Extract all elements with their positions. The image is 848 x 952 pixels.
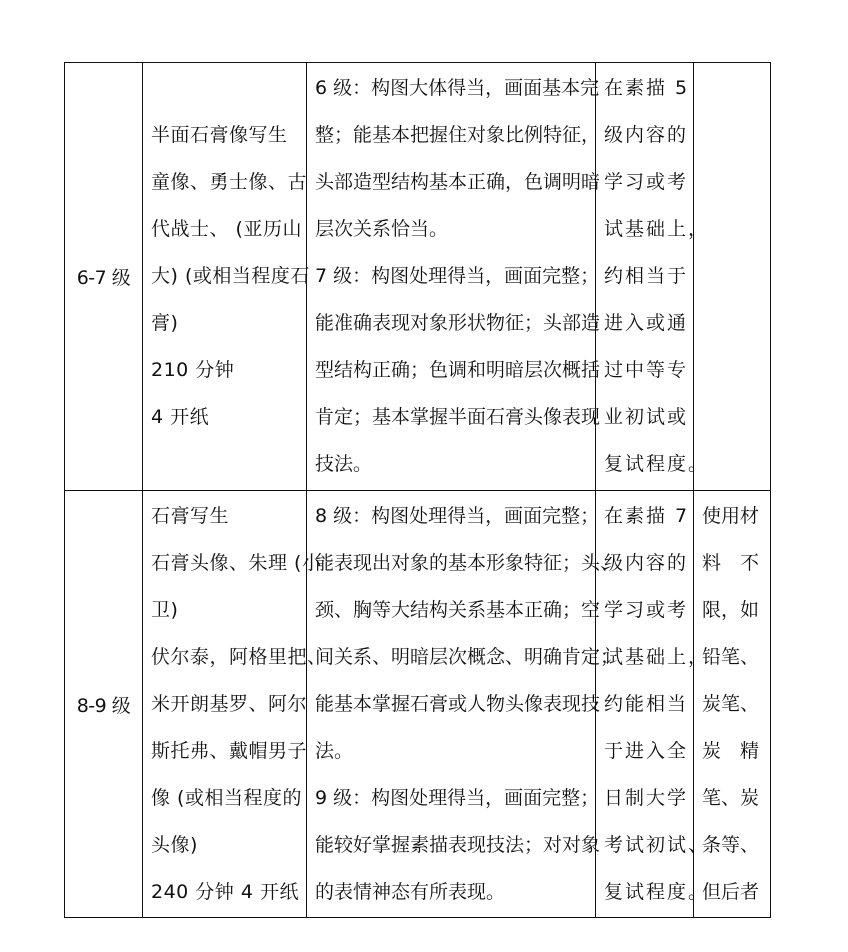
equivalent-line: 约相当于 [604,265,689,287]
requirement-line: 9 级：构图处理得当，画面完整； [315,787,600,809]
equivalent-line: 复试程度。 [604,453,710,475]
table-row [65,63,771,491]
equivalent-line: 业初试或 [604,406,689,428]
content-line: 210 分钟 [151,359,235,381]
requirement-line: 肯定；基本掌握半面石膏头像表现 [315,406,601,428]
content-line: 像 (或相当程度的 [151,787,302,809]
equivalent-line: 学习或考 [604,599,689,621]
requirement-line: 能准确表现对象形状物征；头部造 [315,312,601,334]
level-cell [65,63,143,491]
content-line: 代战士、 (亚历山 [151,218,302,240]
content-line: 石膏头像、朱理 (小 [151,552,322,574]
content-cell [143,491,327,918]
materials-line: 笔、炭 [702,787,760,809]
materials-line: 铅笔、 [702,646,760,668]
content-line: 头像) [151,834,198,856]
content-line: 膏) [151,312,179,334]
requirement-line: 能表现出对象的基本形象特征；头、 [315,552,620,574]
content-line: 石膏写生 [151,505,230,527]
equivalent-line: 试基础上， [604,646,710,668]
requirement-line: 型结构正确；色调和明暗层次概括 [315,359,601,381]
content-line: 伏尔泰，阿格里把、 [151,646,327,668]
materials-line: 条等、 [702,834,760,856]
equivalent-line: 级内容的 [604,552,689,574]
requirement-line: 层次关系恰当。 [315,218,449,240]
materials-line: 炭 精 [702,740,760,762]
requirement-line: 技法。 [315,453,373,475]
table-row [65,491,771,918]
requirement-line: 的表情神态有所表现。 [315,881,506,903]
content-line: 240 分钟 4 开纸 [151,881,299,903]
requirement-line: 能较好掌握素描表现技法；对对象 [315,834,601,856]
equivalent-line: 复试程度。 [604,881,710,903]
equivalent-cell [596,63,710,491]
content-line: 童像、勇士像、古 [151,171,308,193]
equivalent-line: 在素描 5 [604,77,690,99]
content-line: 卫) [151,599,179,621]
content-line [151,65,302,112]
materials-line: 限，如 [702,599,760,621]
requirements-cell [307,63,601,491]
materials-line: 料 不 [702,552,760,574]
equivalent-line: 日制大学 [604,787,689,809]
content-line: 半面石膏像写生 [151,124,288,146]
requirement-line: 间关系、明暗层次概念、明确肯定； [315,646,620,668]
requirements-cell [307,491,620,918]
materials-cell [694,491,771,918]
requirement-line: 整；能基本把握住对象比例特征， [315,124,601,146]
level-label: 6-7 级 [76,267,131,289]
equivalent-line: 过中等专 [604,359,689,381]
equivalent-line: 学习或考 [604,171,689,193]
equivalent-line: 约能相当 [604,693,689,715]
equivalent-line: 试基础上， [604,218,710,240]
materials-line: 使用材 [702,505,760,527]
requirement-line: 8 级：构图处理得当，画面完整； [315,505,600,527]
materials-line: 但后者 [702,881,760,903]
requirement-line: 能基本掌握石膏或人物头像表现技 [315,693,601,715]
equivalent-line: 在素描 7 [604,505,690,527]
grade-requirements-table [64,62,771,918]
equivalent-cell [596,491,710,918]
equivalent-line: 于进入全 [604,740,689,762]
content-line: 斯托弗、戴帽男子 [151,740,308,762]
requirement-line: 头部造型结构基本正确，色调明暗 [315,171,601,193]
level-label: 8-9 级 [76,694,131,717]
content-line: 米开朗基罗、阿尔 [151,693,308,715]
level-cell [65,491,143,918]
requirement-line: 颈、胸等大结构关系基本正确；空 [315,599,601,621]
requirement-line: 6 级：构图大体得当，画面基本完 [315,77,600,99]
requirement-line: 法。 [315,740,354,762]
equivalent-line: 级内容的 [604,124,689,146]
content-line: 4 开纸 [151,406,210,428]
content-line: 大) (或相当程度石 [151,265,310,287]
materials-cell [694,63,771,491]
materials-line: 炭笔、 [702,693,760,715]
content-cell [143,63,310,491]
equivalent-line: 进入或通 [604,312,689,334]
equivalent-line: 考试初试、 [604,834,710,856]
requirement-line: 7 级：构图处理得当，画面完整； [315,265,600,287]
